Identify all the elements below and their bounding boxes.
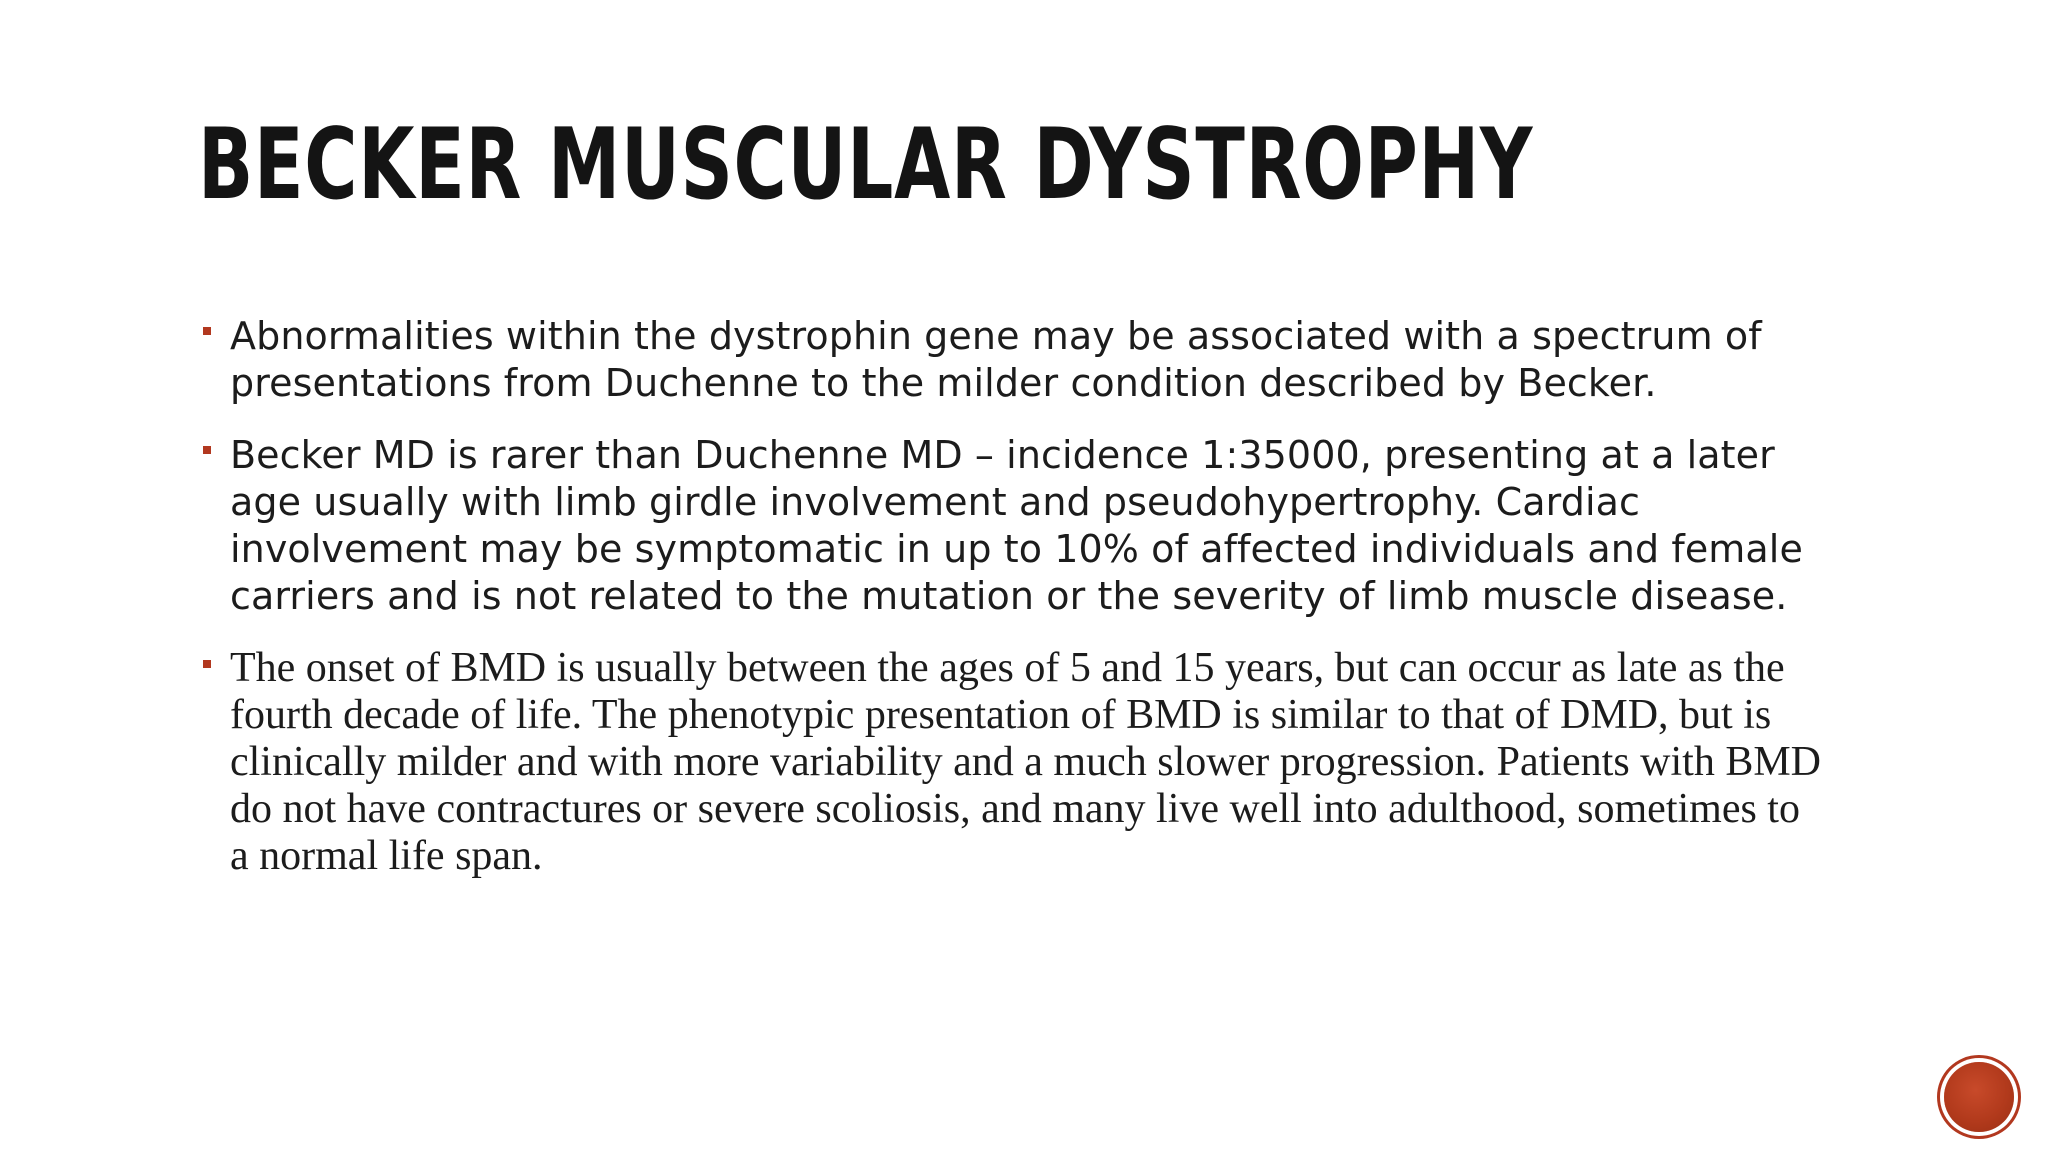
bullet-line: fourth decade of life. The phenotypic presentation of BMD is similar to that of DMD, but is [230,692,1772,738]
bullet-line: carriers and is not related to the mutation or the severity of limb muscle disease. [230,574,1788,618]
square-bullet-icon [203,446,211,454]
bullet-line: involvement may be symptomatic in up to 10% of affected individuals and female [230,527,1803,571]
bullet-line: clinically milder and with more variability and a much slower progression. Patients with BMD [230,739,1822,785]
bullet-item [198,645,1898,880]
square-bullet-icon [203,327,211,335]
bullet-line: The onset of BMD is usually between the ages of 5 and 15 years, but can occur as late as the [230,645,1785,691]
bullet-list [198,313,1898,880]
bullet-line: age usually with limb girdle involvement and pseudohypertrophy. Cardiac [230,480,1640,524]
bullet-item [198,313,1898,407]
bullet-line: Becker MD is rarer than Duchenne MD – incidence 1:35000, presenting at a later [230,433,1775,477]
bullet-line: presentations from Duchenne to the milder condition described by Becker. [230,361,1657,405]
next-slide-button[interactable] [1944,1062,2014,1132]
square-bullet-icon [203,660,211,668]
bullet-line: a normal life span. [230,833,543,879]
slide-title: BECKER MUSCULAR DYSTROPHY [198,108,1534,222]
bullet-item [198,432,1898,620]
bullet-line: do not have contractures or severe scoliosis, and many live well into adulthood, sometimes to [230,786,1800,832]
bullet-line: Abnormalities within the dystrophin gene may be associated with a spectrum of [230,314,1762,358]
